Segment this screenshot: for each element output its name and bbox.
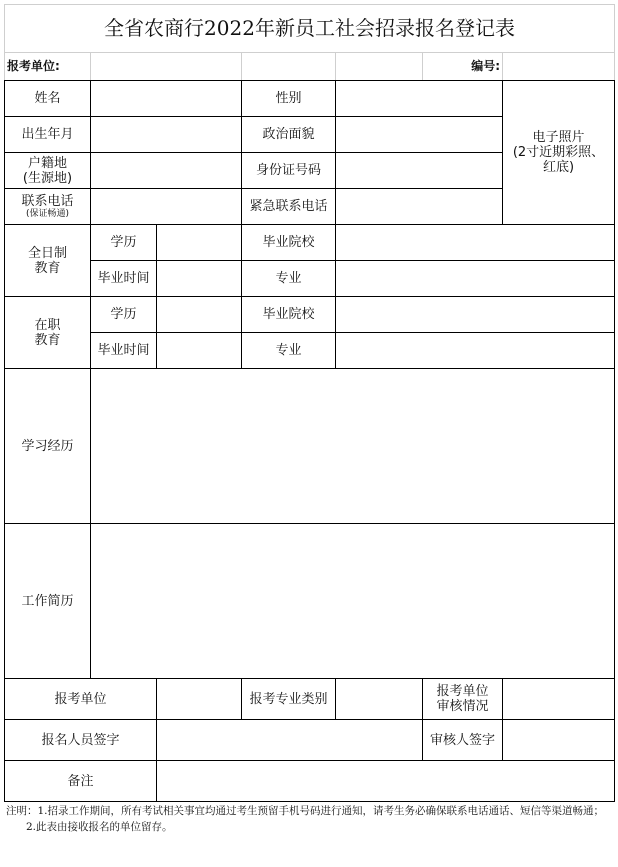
number-label: 编号:	[423, 53, 503, 81]
household-field[interactable]	[91, 153, 242, 189]
inservice-degree-label: 学历	[91, 297, 157, 333]
political-label: 政治面貌	[242, 117, 336, 153]
phone-label-line1: 联系电话	[21, 193, 74, 209]
inservice-degree-field[interactable]	[157, 297, 242, 333]
fulltime-line2: 教育	[34, 260, 61, 276]
fulltime-degree-label: 学历	[91, 225, 157, 261]
inservice-gradtime-label: 毕业时间	[91, 333, 157, 369]
emergency-field[interactable]	[336, 189, 503, 225]
household-label	[5, 153, 91, 189]
apply-category-field[interactable]	[336, 679, 423, 720]
inservice-gradtime-field[interactable]	[157, 333, 242, 369]
meta-spacer	[336, 53, 423, 81]
birth-label: 出生年月	[5, 117, 91, 153]
fulltime-school-label: 毕业院校	[242, 225, 336, 261]
note-line2: 2.此表由接收报名的单位留存。	[26, 821, 173, 833]
reviewer-label: 审核人签字	[423, 720, 503, 761]
note-line1: 注明：1.招录工作期间，所有考试相关事宜均通过考生预留手机号码进行通知，请考生务必确保联系电话通话、短信等渠道畅通；	[6, 805, 605, 817]
reviewer-field[interactable]	[503, 720, 615, 761]
fulltime-major-field[interactable]	[336, 261, 615, 297]
photo-box[interactable]	[503, 81, 615, 225]
emergency-label: 紧急联系电话	[242, 189, 336, 225]
gender-field[interactable]	[336, 81, 503, 117]
political-field[interactable]	[336, 117, 503, 153]
household-label-line2: (生源地)	[22, 170, 73, 186]
id-label: 身份证号码	[242, 153, 336, 189]
apply-review-line2: 审核情况	[436, 699, 489, 714]
work-history-label: 工作简历	[5, 524, 91, 679]
fulltime-gradtime-field[interactable]	[157, 261, 242, 297]
form-title: 全省农商行2022年新员工社会招录报名登记表	[5, 5, 615, 53]
inservice-major-label: 专业	[242, 333, 336, 369]
fulltime-degree-field[interactable]	[157, 225, 242, 261]
apply-review-label	[423, 679, 503, 720]
work-history-field[interactable]	[91, 524, 615, 679]
unit-field-extra[interactable]	[242, 53, 336, 81]
fulltime-line1: 全日制	[27, 245, 67, 261]
inservice-school-label: 毕业院校	[242, 297, 336, 333]
inservice-major-field[interactable]	[336, 333, 615, 369]
inservice-school-field[interactable]	[336, 297, 615, 333]
number-field[interactable]	[503, 53, 615, 81]
inservice-line2: 教育	[34, 332, 61, 348]
household-label-line1: 户籍地	[27, 155, 67, 171]
fulltime-label	[5, 225, 91, 297]
apply-unit-label: 报考单位	[5, 679, 157, 720]
photo-line1: 电子照片	[532, 130, 585, 145]
unit-label: 报考单位:	[5, 53, 91, 81]
phone-label-line2: (保证畅通)	[25, 208, 70, 219]
fulltime-major-label: 专业	[242, 261, 336, 297]
remarks-label: 备注	[5, 761, 157, 802]
photo-line3: 红底)	[542, 160, 575, 175]
apply-review-field[interactable]	[503, 679, 615, 720]
signature-label: 报名人员签字	[5, 720, 157, 761]
fulltime-school-field[interactable]	[336, 225, 615, 261]
phone-field[interactable]	[91, 189, 242, 225]
phone-label	[5, 189, 91, 225]
apply-unit-field[interactable]	[157, 679, 242, 720]
inservice-line1: 在职	[34, 317, 61, 333]
name-label: 姓名	[5, 81, 91, 117]
apply-review-line1: 报考单位	[436, 684, 489, 699]
study-history-label: 学习经历	[5, 369, 91, 524]
registration-form	[4, 4, 614, 862]
birth-field[interactable]	[91, 117, 242, 153]
form-table	[4, 4, 615, 802]
gender-label: 性别	[242, 81, 336, 117]
unit-field[interactable]	[91, 53, 242, 81]
remarks-field[interactable]	[157, 761, 615, 802]
inservice-label	[5, 297, 91, 369]
id-field[interactable]	[336, 153, 503, 189]
study-history-field[interactable]	[91, 369, 615, 524]
notes-block	[4, 802, 614, 834]
photo-line2: (2寸近期彩照、	[512, 145, 605, 160]
apply-category-label: 报考专业类别	[242, 679, 336, 720]
signature-field[interactable]	[157, 720, 423, 761]
fulltime-gradtime-label: 毕业时间	[91, 261, 157, 297]
name-field[interactable]	[91, 81, 242, 117]
